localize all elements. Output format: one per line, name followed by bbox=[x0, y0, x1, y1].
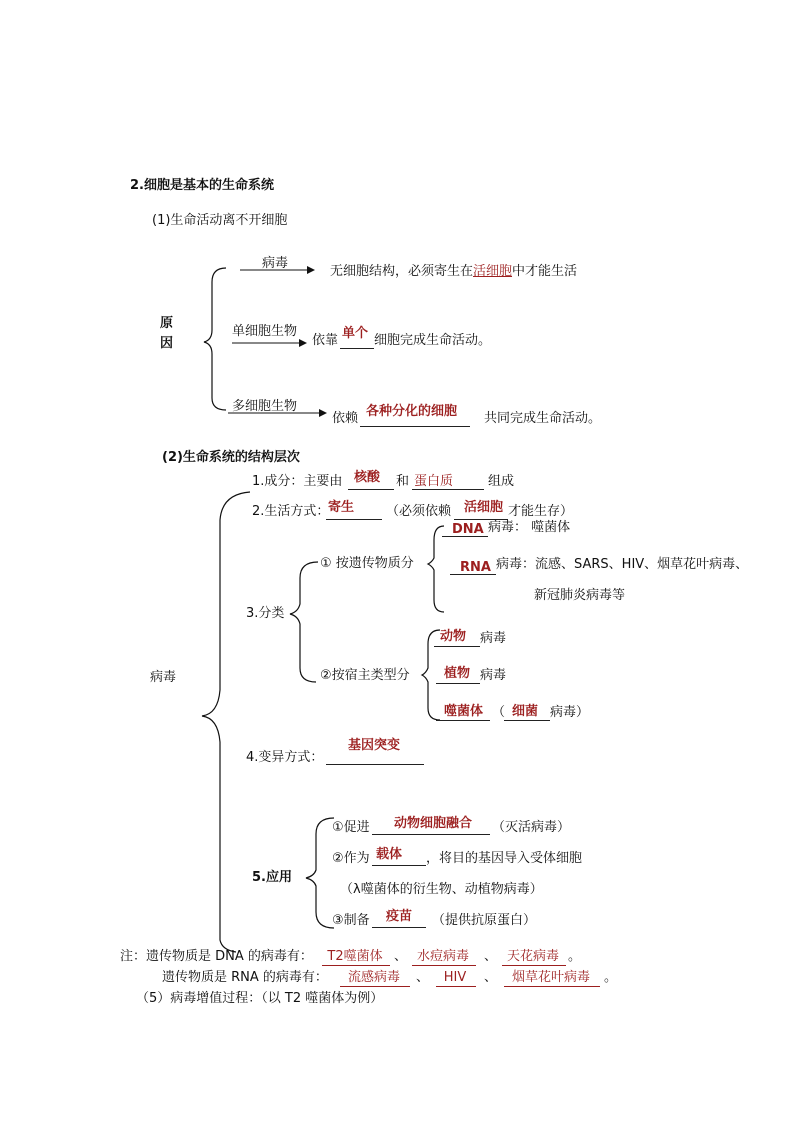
classification-brace bbox=[290, 562, 318, 682]
by-genetic-label: ① 按遗传物质分 bbox=[320, 556, 414, 571]
note-line2-prefix: 遗传物质是 RNA 的病毒有： bbox=[162, 970, 328, 985]
dna-virus-2: 水痘病毒 bbox=[416, 949, 469, 964]
unicellular-text-before: 依靠 bbox=[312, 333, 339, 348]
rna-virus-3-blank bbox=[504, 986, 600, 987]
virus-main-label: 病毒 bbox=[150, 670, 177, 685]
arrow-label-multicellular: 多细胞生物 bbox=[232, 399, 298, 414]
multicellular-text-before: 依赖 bbox=[332, 411, 359, 426]
rna-virus-2-blank bbox=[436, 986, 476, 987]
phage-mid: （ bbox=[492, 705, 506, 720]
unicellular-answer: 单个 bbox=[342, 326, 369, 341]
variation-blank bbox=[326, 764, 424, 765]
lifestyle-text-before: 2.生活方式： bbox=[252, 504, 330, 519]
bacteria-answer: 细菌 bbox=[512, 704, 539, 719]
reason-label-1: 原 bbox=[160, 316, 174, 331]
dna-virus-2-blank bbox=[412, 965, 476, 966]
composition-text-after: 组成 bbox=[488, 474, 515, 489]
note-line-1 bbox=[120, 949, 313, 965]
animal-answer: 动物 bbox=[440, 629, 467, 644]
lifestyle-answer-parasitic: 寄生 bbox=[328, 500, 355, 515]
variation-answer: 基因突变 bbox=[348, 738, 401, 753]
composition-answer-protein: 蛋白质 bbox=[414, 474, 454, 489]
application-label: 5.应用 bbox=[252, 870, 292, 885]
by-host-label: ②按宿主类型分 bbox=[320, 668, 410, 683]
virus-description bbox=[330, 264, 577, 280]
lifestyle-blank-1 bbox=[326, 519, 382, 520]
section-title: 2.细胞是基本的生命系统 bbox=[130, 178, 274, 193]
animal-virus-text: 病毒 bbox=[480, 631, 507, 646]
rna-virus-text-2: 新冠肺炎病毒等 bbox=[534, 588, 626, 603]
subsection-1-title: (1)生命活动离不开细胞 bbox=[152, 213, 288, 228]
note-line1-prefix: 注：遗传物质是 DNA 的病毒有： bbox=[120, 949, 313, 964]
plant-virus-text: 病毒 bbox=[480, 668, 507, 683]
rna-answer: RNA bbox=[460, 560, 491, 575]
rna-virus-3: 烟草花叶病毒 bbox=[511, 970, 590, 985]
note-sep-1: 、 bbox=[394, 949, 408, 964]
lifestyle-mid: （必须依赖 bbox=[386, 504, 452, 519]
variation-text-before: 4.变异方式： bbox=[246, 750, 324, 765]
bacteria-blank bbox=[504, 720, 550, 721]
note-end-2: 。 bbox=[604, 970, 618, 985]
composition-blank-2 bbox=[412, 489, 484, 490]
phage-virus-text: 病毒） bbox=[550, 705, 590, 720]
dna-blank bbox=[442, 536, 488, 537]
note-sep-2: 、 bbox=[484, 949, 498, 964]
genetic-brace bbox=[428, 526, 444, 612]
virus-brace bbox=[202, 492, 250, 952]
rna-virus-2: HIV bbox=[443, 970, 467, 985]
classification-label: 3.分类 bbox=[246, 606, 285, 621]
multicellular-answer: 各种分化的细胞 bbox=[366, 404, 458, 419]
dna-answer: DNA bbox=[452, 522, 484, 537]
multicellular-text-after: 共同完成生命活动。 bbox=[484, 411, 602, 426]
composition-blank-1 bbox=[348, 489, 394, 490]
virus-text-after: 中才能生活 bbox=[512, 264, 578, 279]
virus-answer: 活细胞 bbox=[473, 264, 513, 279]
lifestyle-text-after: 才能生存） bbox=[508, 504, 574, 519]
app-item1-answer: 动物细胞融合 bbox=[394, 816, 473, 831]
dna-virus-3-blank bbox=[502, 965, 566, 966]
rna-virus-1: 流感病毒 bbox=[347, 970, 400, 985]
composition-text-before: 1.成分：主要由 bbox=[252, 474, 343, 489]
dna-virus-text: 病毒： 噬菌体 bbox=[488, 520, 571, 535]
application-brace bbox=[306, 818, 334, 928]
unicellular-text-after: 细胞完成生命活动。 bbox=[374, 333, 492, 348]
note-sep-3: 、 bbox=[416, 970, 430, 985]
unicellular-blank bbox=[340, 348, 374, 349]
app-item3-text-before: ③制备 bbox=[332, 913, 370, 928]
lifestyle-answer-living-cell: 活细胞 bbox=[464, 500, 504, 515]
note-end-1: 。 bbox=[568, 949, 582, 964]
multicellular-blank bbox=[360, 426, 470, 427]
note-sep-4: 、 bbox=[484, 970, 498, 985]
rna-virus-text: 病毒：流感、SARS、HIV、烟草花叶病毒、 bbox=[496, 557, 749, 572]
app-item1-blank bbox=[372, 834, 490, 835]
phage-answer: 噬菌体 bbox=[444, 704, 484, 719]
dna-virus-3: 天花病毒 bbox=[506, 949, 559, 964]
reason-brace bbox=[204, 268, 226, 410]
dna-virus-1-blank bbox=[322, 965, 390, 966]
plant-answer: 植物 bbox=[444, 666, 471, 681]
app-item2-text-before: ②作为 bbox=[332, 851, 370, 866]
subsection-2-title: (2)生命系统的结构层次 bbox=[162, 450, 300, 465]
app-item3-text-after: （提供抗原蛋白） bbox=[432, 913, 537, 928]
rna-blank bbox=[450, 574, 496, 575]
app-item2-note: （λ噬菌体的衍生物、动植物病毒） bbox=[340, 882, 543, 897]
phage-blank bbox=[436, 720, 490, 721]
animal-blank bbox=[434, 646, 480, 647]
host-brace bbox=[422, 630, 440, 720]
arrow-label-virus: 病毒 bbox=[262, 256, 289, 271]
composition-mid: 和 bbox=[396, 474, 410, 489]
plant-blank bbox=[436, 683, 480, 684]
app-item1-text-before: ①促进 bbox=[332, 820, 370, 835]
app-item1-text-after: （灭活病毒） bbox=[492, 820, 571, 835]
app-item2-text-after: ，将目的基因导入受体细胞 bbox=[426, 851, 583, 866]
arrow-label-unicellular: 单细胞生物 bbox=[232, 324, 298, 339]
dna-virus-1: T2噬菌体 bbox=[327, 949, 383, 964]
app-item2-blank bbox=[372, 865, 426, 866]
app-item2-answer: 载体 bbox=[376, 847, 403, 862]
reason-label-2: 因 bbox=[160, 336, 174, 351]
virus-text-before: 无细胞结构，必须寄生在 bbox=[330, 264, 474, 279]
app-item3-blank bbox=[372, 927, 426, 928]
rna-virus-1-blank bbox=[340, 986, 410, 987]
composition-answer-nucleic-acid: 核酸 bbox=[354, 470, 381, 485]
app-item3-answer: 疫苗 bbox=[386, 909, 413, 924]
subsection-5-title: （5）病毒增值过程：（以 T2 噬菌体为例） bbox=[136, 991, 384, 1006]
